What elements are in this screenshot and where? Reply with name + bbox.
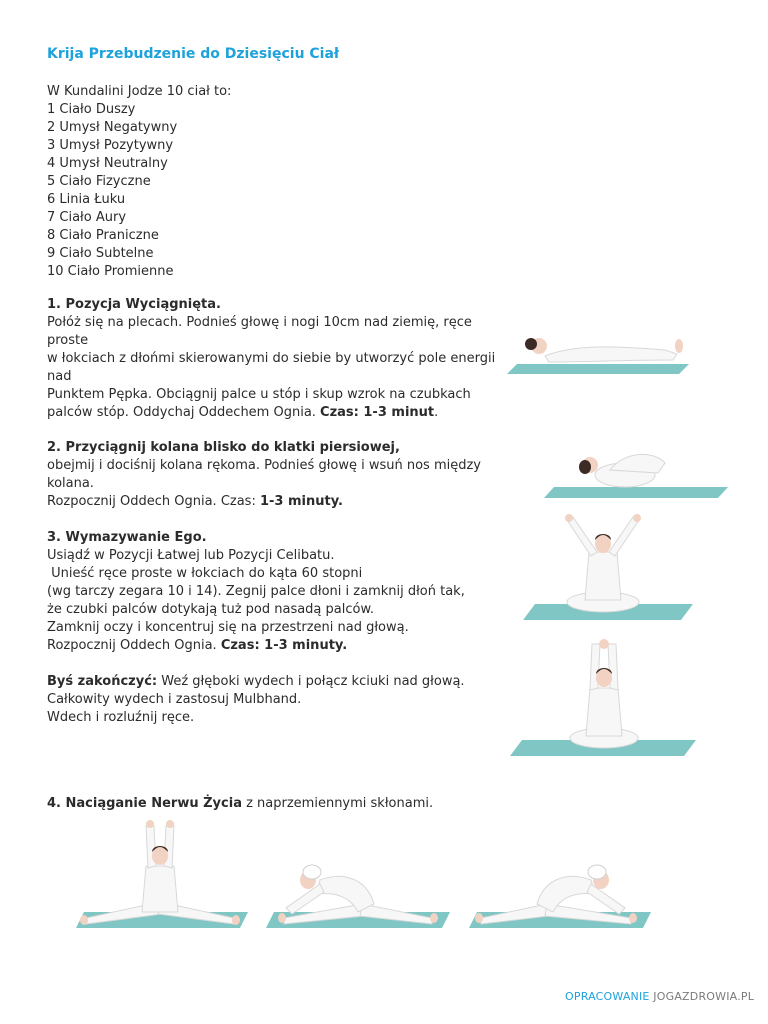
pose-1-illustration: [505, 328, 695, 378]
yoga-mat: [507, 364, 689, 374]
joined-hands: [599, 639, 609, 649]
section-4-heading: [47, 795, 433, 813]
right-foot: [232, 915, 240, 925]
pose-4-bend-right-illustration: [465, 852, 655, 932]
torso: [537, 876, 595, 912]
finish-text: Weź głęboki wydech i połącz kciuki nad głową.: [157, 674, 465, 689]
list-item: 7 Ciało Aury: [47, 210, 127, 225]
footer-accent: OPRACOWANIE: [565, 990, 650, 1003]
section-2-heading: 2. Przyciągnij kolana blisko do klatki piersiowej,: [47, 440, 400, 455]
list-item: 9 Ciało Subtelne: [47, 246, 154, 261]
list-item: 3 Umysł Pozytywny: [47, 138, 174, 153]
right-arm: [609, 517, 639, 556]
left-foot: [278, 913, 286, 923]
list-item: 8 Ciało Praniczne: [47, 228, 159, 243]
section-2: [47, 439, 527, 511]
right-foot: [430, 913, 438, 923]
section-4-heading-text: z naprzemiennymi skłonami.: [241, 796, 434, 811]
pose-3-finish-illustration: [508, 638, 698, 758]
section-3-line: Usiądź w Pozycji Łatwej lub Pozycji Celibatu.: [47, 548, 335, 563]
torso: [585, 552, 621, 600]
left-foot: [80, 915, 88, 925]
yoga-mat: [544, 487, 728, 498]
section-2-time: 1-3 minuty.: [259, 494, 343, 509]
hair: [525, 338, 537, 350]
left-foot: [475, 913, 483, 923]
left-hand: [565, 514, 573, 522]
section-1-line: Punktem Pępka. Obciągnij palce u stóp i skup wzrok na czubkach: [47, 387, 471, 402]
list-item: 10 Ciało Promienne: [47, 264, 174, 279]
finish-label: Byś zakończyć:: [47, 674, 158, 689]
pose-4-bend-left-illustration: [262, 852, 457, 932]
footer-credit: [565, 988, 754, 1006]
torso: [142, 866, 178, 912]
section-2-line: obejmij i dociśnij kolana rękoma. Podnieś głowę i wsuń nos między kolana.: [47, 458, 482, 491]
list-item: 6 Linia Łuku: [47, 192, 126, 207]
section-3-line: że czubki palców dotykają tuż pod nasadą palców.: [47, 602, 375, 617]
section-3: [47, 529, 517, 727]
section-3-finish-line: Wdech i rozluźnij ręce.: [47, 710, 195, 725]
section-2-line-text: Rozpocznij Oddech Ognia. Czas:: [47, 494, 260, 509]
section-1-line-text: palców stóp. Oddychaj Oddechem Ognia.: [47, 405, 321, 420]
section-1-time-end: .: [434, 405, 439, 420]
list-item: 4 Umysł Neutralny: [47, 156, 168, 171]
body: [545, 347, 677, 362]
section-1-line: w łokciach z dłońmi skierowanymi do siebie by utworzyć pole energii nad: [47, 351, 496, 384]
intro-block: [47, 83, 231, 281]
section-4-heading-bold: 4. Naciąganie Nerwu Życia: [47, 796, 242, 811]
footer-site: JOGAZDROWIA.PL: [653, 990, 755, 1003]
hair: [579, 460, 591, 474]
right-foot: [629, 913, 637, 923]
left-arm: [567, 517, 597, 556]
right-hand: [166, 820, 174, 828]
left-hand: [146, 820, 154, 828]
head: [152, 847, 168, 865]
spacer: [47, 655, 517, 673]
feet: [675, 339, 683, 353]
section-1-time: Czas: 1-3 minut: [320, 405, 435, 420]
section-2-line: [47, 493, 527, 511]
section-3-finish: [47, 673, 517, 691]
section-3-finish-line: Całkowity wydech i zastosuj Mulbhand.: [47, 692, 302, 707]
legs: [610, 454, 665, 473]
section-3-line: [47, 637, 517, 655]
head: [595, 535, 611, 553]
torso: [586, 688, 622, 736]
list-item: 1 Ciało Duszy: [47, 102, 136, 117]
intro-heading: W Kundalini Jodze 10 ciał to:: [47, 84, 232, 99]
section-3-line: Unieść ręce proste w łokciach do kąta 60 stopni: [47, 566, 363, 581]
turban: [303, 865, 321, 879]
section-1-line: Połóż się na plecach. Podnieś głowę i nogi 10cm nad ziemię, ręce proste: [47, 315, 472, 348]
right-hand: [633, 514, 641, 522]
section-1-line: [47, 404, 517, 422]
section-3-line: Zamknij oczy i koncentruj się na przestrzeni nad głową.: [47, 620, 409, 635]
list-item: 5 Ciało Fizyczne: [47, 174, 151, 189]
section-1-heading: 1. Pozycja Wyciągnięta.: [47, 297, 221, 312]
section-3-time: Czas: 1-3 minuty.: [220, 638, 348, 653]
page-title: Krija Przebudzenie do Dziesięciu Ciał: [47, 46, 340, 62]
section-3-line-text: Rozpocznij Oddech Ognia.: [47, 638, 221, 653]
section-1: [47, 296, 517, 422]
pose-3-illustration: [505, 512, 695, 624]
pose-4-arms-up-illustration: [70, 818, 255, 933]
turban: [588, 865, 606, 879]
pose-2-illustration: [540, 445, 730, 500]
head: [596, 669, 612, 687]
arms: [286, 884, 324, 914]
arms: [587, 884, 625, 914]
section-3-line: (wg tarczy zegara 10 i 14). Zegnij palce dłoni i zamknij dłoń tak,: [47, 584, 465, 599]
list-item: 2 Umysł Negatywny: [47, 120, 178, 135]
section-3-heading: 3. Wymazywanie Ego.: [47, 530, 207, 545]
